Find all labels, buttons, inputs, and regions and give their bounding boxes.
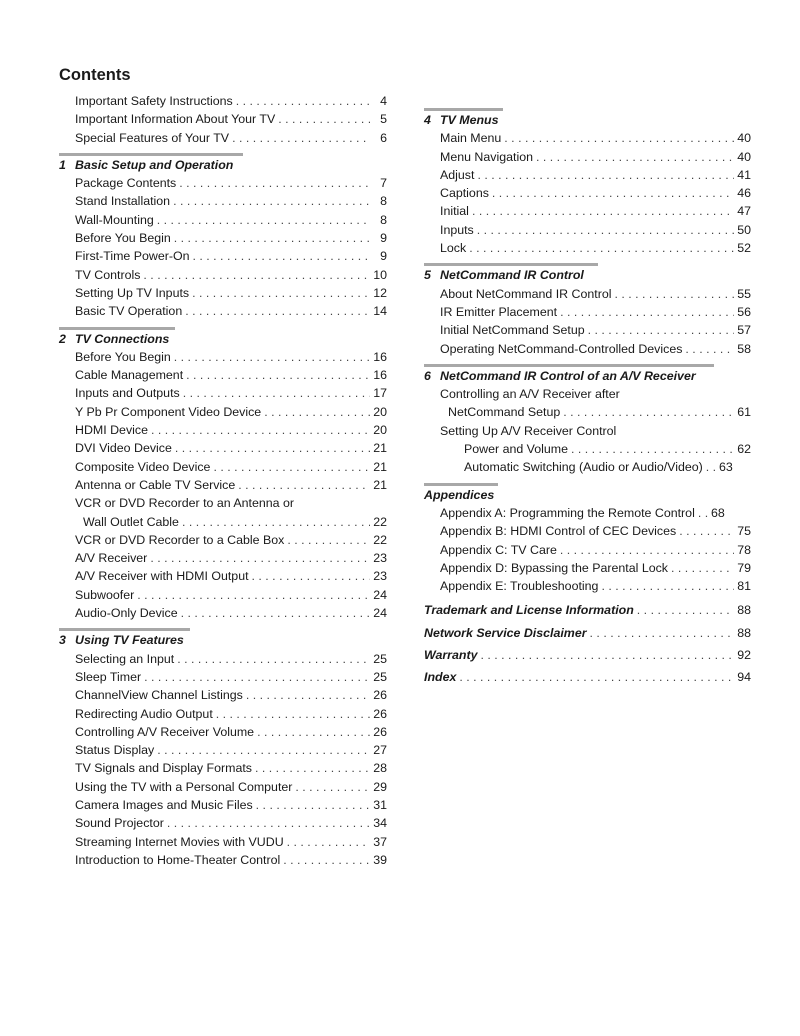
toc-entry-title: Redirecting Audio Output xyxy=(75,706,213,721)
dot-leader xyxy=(295,778,370,796)
dot-leader xyxy=(175,439,370,457)
toc-entry-title: Index xyxy=(424,670,457,685)
toc-entry-title: Setting Up TV Inputs xyxy=(75,285,190,300)
toc-entry[interactable] xyxy=(424,422,751,440)
toc-entry-title: Sound Projector xyxy=(75,816,164,831)
toc-entry-page: 20 xyxy=(373,423,387,438)
toc-entry-page: 46 xyxy=(737,186,751,201)
dot-leader xyxy=(264,403,370,421)
toc-entry[interactable] xyxy=(59,778,387,796)
toc-entry-page: 27 xyxy=(373,743,387,758)
toc-entry[interactable] xyxy=(424,522,751,540)
toc-entry[interactable] xyxy=(424,577,751,595)
toc-entry-title: IR Emitter Placement xyxy=(440,304,558,319)
toc-entry-page: 37 xyxy=(373,834,387,849)
dot-leader xyxy=(150,549,370,567)
toc-entry-title: Special Features of Your TV xyxy=(75,130,230,145)
dot-leader xyxy=(186,366,370,384)
toc-entry[interactable] xyxy=(59,266,387,284)
toc-entry-page: 23 xyxy=(373,569,387,584)
section-heading[interactable] xyxy=(59,330,387,348)
section-title: Using TV Features xyxy=(75,633,184,648)
toc-entry-page: 26 xyxy=(373,688,387,703)
toc-entry-title: Antenna or Cable TV Service xyxy=(75,477,236,492)
toc-entry-page: 5 xyxy=(380,112,387,127)
dot-leader xyxy=(287,833,370,851)
toc-entry-title: Stand Installation xyxy=(75,194,171,209)
toc-entry-title: DVI Video Device xyxy=(75,441,172,456)
dot-leader xyxy=(563,403,734,421)
toc-entry[interactable] xyxy=(59,668,387,686)
toc-entry-title: Captions xyxy=(440,186,489,201)
dot-leader xyxy=(137,586,370,604)
toc-entry[interactable] xyxy=(424,440,751,458)
toc-entry-title: First-Time Power-On xyxy=(75,249,190,264)
toc-entry[interactable] xyxy=(424,148,751,166)
dot-leader xyxy=(157,741,370,759)
section-heading[interactable] xyxy=(59,631,387,649)
dot-leader xyxy=(255,759,370,777)
toc-entry[interactable] xyxy=(424,321,751,339)
toc-entry-title: Network Service Disclaimer xyxy=(424,625,587,640)
toc-entry-page: 7 xyxy=(380,176,387,191)
dot-leader xyxy=(459,666,734,688)
toc-entry-page: 68 xyxy=(711,505,725,520)
dot-leader xyxy=(193,247,370,265)
toc-entry[interactable] xyxy=(424,504,751,522)
toc-entry-page: 26 xyxy=(373,706,387,721)
toc-entry-page: 92 xyxy=(737,648,751,663)
toc-entry-page: 31 xyxy=(373,797,387,812)
dot-leader xyxy=(504,129,734,147)
toc-entry-title: Appendix B: HDMI Control of CEC Devices xyxy=(440,524,677,539)
toc-entry-page: 29 xyxy=(373,779,387,794)
toc-entry-page: 23 xyxy=(373,551,387,566)
toc-entry[interactable] xyxy=(59,174,387,192)
toc-entry-page: 21 xyxy=(373,441,387,456)
toc-entry[interactable] xyxy=(59,92,387,110)
toc-entry-page: 88 xyxy=(737,603,751,618)
dot-leader xyxy=(560,303,734,321)
toc-entry[interactable] xyxy=(59,586,387,604)
toc-toplevel xyxy=(424,599,751,688)
toc-entry-title: Appendix D: Bypassing the Parental Lock xyxy=(440,560,668,575)
toc-entry-title: Operating NetCommand-Controlled Devices xyxy=(440,341,683,356)
toc-entry[interactable] xyxy=(59,302,387,320)
toc-entry-page: 16 xyxy=(373,349,387,364)
toc-entry[interactable] xyxy=(424,403,751,421)
toc-entry-title: Initial NetCommand Setup xyxy=(440,323,585,338)
toc-entry-title: Inputs xyxy=(440,222,474,237)
toc-entry-page: 47 xyxy=(737,204,751,219)
toc-entry[interactable] xyxy=(59,403,387,421)
dot-leader xyxy=(181,604,370,622)
toc-entry[interactable] xyxy=(59,549,387,567)
toc-entry[interactable] xyxy=(59,476,387,494)
toc-entry-page: 6 xyxy=(380,130,387,145)
dot-leader xyxy=(685,340,734,358)
section-number: 1 xyxy=(59,157,66,172)
dot-leader xyxy=(213,458,370,476)
toc-section-1 xyxy=(59,153,387,321)
section-number: 5 xyxy=(424,268,431,283)
toc-entry[interactable] xyxy=(59,851,387,869)
dot-leader xyxy=(256,796,370,814)
dot-leader xyxy=(173,192,370,210)
toc-entry[interactable] xyxy=(424,239,751,257)
toc-entry-page: 40 xyxy=(737,131,751,146)
toc-entry-page: 10 xyxy=(373,267,387,282)
toc-entry-title: Before You Begin xyxy=(75,349,171,364)
toc-entry[interactable] xyxy=(424,644,751,666)
dot-leader xyxy=(236,92,370,110)
toc-entry[interactable] xyxy=(59,814,387,832)
toc-entry[interactable] xyxy=(59,348,387,366)
toc-section-6 xyxy=(424,364,751,477)
dot-leader xyxy=(232,129,370,147)
toc-entry-title: Initial xyxy=(440,204,469,219)
dot-leader xyxy=(177,650,370,668)
toc-entry-page: 41 xyxy=(737,167,751,182)
toc-entry-title: Important Information About Your TV xyxy=(75,112,276,127)
toc-entry-page: 81 xyxy=(737,579,751,594)
dot-leader xyxy=(472,202,734,220)
section-title: TV Connections xyxy=(75,331,170,346)
toc-entry[interactable] xyxy=(424,385,751,403)
toc-entry-title: NetCommand Setup xyxy=(448,405,561,420)
toc-entry-title: Menu Navigation xyxy=(440,149,533,164)
toc-entry-page: 9 xyxy=(380,231,387,246)
toc-entry[interactable] xyxy=(424,184,751,202)
toc-entry[interactable] xyxy=(59,759,387,777)
toc-entry[interactable] xyxy=(59,741,387,759)
section-title: NetCommand IR Control xyxy=(440,268,584,283)
dot-leader xyxy=(179,174,370,192)
toc-entry[interactable] xyxy=(59,604,387,622)
toc-entry-page: 22 xyxy=(373,532,387,547)
toc-entry-page: 21 xyxy=(373,459,387,474)
toc-entry[interactable] xyxy=(59,384,387,402)
toc-entry[interactable] xyxy=(59,458,387,476)
toc-entry[interactable] xyxy=(59,247,387,265)
toc-entry-page: 56 xyxy=(737,304,751,319)
dot-leader xyxy=(469,239,734,257)
page-title: Contents xyxy=(59,66,131,84)
dot-leader xyxy=(536,148,734,166)
toc-entry-title: Appendix A: Programming the Remote Control xyxy=(440,505,695,520)
dot-leader xyxy=(698,504,708,522)
dot-leader xyxy=(590,622,734,644)
toc-entry-page: 40 xyxy=(737,149,751,164)
toc-entry[interactable] xyxy=(59,513,387,531)
toc-entry-title: TV Signals and Display Formats xyxy=(75,761,252,776)
toc-right-column xyxy=(424,108,751,689)
toc-entry-page: 62 xyxy=(737,442,751,457)
dot-leader xyxy=(257,723,370,741)
toc-section-4 xyxy=(424,108,751,257)
toc-entry-title: Package Contents xyxy=(75,176,177,191)
toc-entry-page: 75 xyxy=(737,524,751,539)
toc-entry-title: Power and Volume xyxy=(464,442,569,457)
dot-leader xyxy=(183,384,370,402)
toc-entry[interactable] xyxy=(424,221,751,239)
toc-entry-title: Basic TV Operation xyxy=(75,304,183,319)
toc-entry[interactable] xyxy=(59,129,387,147)
toc-entry[interactable] xyxy=(59,211,387,229)
toc-entry-page: 94 xyxy=(737,670,751,685)
dot-leader xyxy=(560,541,734,559)
dot-leader xyxy=(144,668,370,686)
dot-leader xyxy=(671,559,734,577)
dot-leader xyxy=(679,522,734,540)
toc-entry-title: Appendix E: Troubleshooting xyxy=(440,579,599,594)
dot-leader xyxy=(588,321,734,339)
dot-leader xyxy=(174,348,370,366)
toc-entry-title: Trademark and License Information xyxy=(424,603,634,618)
toc-entry[interactable] xyxy=(424,622,751,644)
dot-leader xyxy=(182,513,370,531)
toc-entry[interactable] xyxy=(59,439,387,457)
toc-entry[interactable] xyxy=(424,166,751,184)
toc-entry-title: Sleep Timer xyxy=(75,669,142,684)
toc-entry[interactable] xyxy=(424,541,751,559)
toc-entry-page: 55 xyxy=(737,286,751,301)
toc-entry-page: 79 xyxy=(737,560,751,575)
dot-leader xyxy=(151,421,370,439)
toc-entry-title: A/V Receiver with HDMI Output xyxy=(75,569,249,584)
toc-entry[interactable] xyxy=(59,284,387,302)
toc-entry-page: 12 xyxy=(373,285,387,300)
toc-entry-page: 8 xyxy=(380,212,387,227)
section-heading[interactable] xyxy=(59,156,387,174)
toc-entry-page: 28 xyxy=(373,761,387,776)
toc-section-5 xyxy=(424,263,751,357)
dot-leader xyxy=(143,266,370,284)
toc-entry-title: Inputs and Outputs xyxy=(75,386,180,401)
toc-entry[interactable] xyxy=(424,599,751,621)
toc-entry-title: A/V Receiver xyxy=(75,551,148,566)
toc-entry-title: Automatic Switching (Audio or Audio/Video) xyxy=(464,460,703,475)
section-title: Appendices xyxy=(424,487,495,502)
dot-leader xyxy=(571,440,734,458)
toc-entry-title: Audio-Only Device xyxy=(75,606,178,621)
toc-entry-title: Wall Outlet Cable xyxy=(83,514,179,529)
toc-entry[interactable] xyxy=(424,666,751,688)
toc-entry[interactable] xyxy=(59,650,387,668)
toc-entry-page: 61 xyxy=(737,405,751,420)
dot-leader xyxy=(637,599,734,621)
section-number: 3 xyxy=(59,633,66,648)
dot-leader xyxy=(157,211,370,229)
toc-entry-title: Selecting an Input xyxy=(75,651,175,666)
toc-entry-page: 34 xyxy=(373,816,387,831)
toc-entry-page: 4 xyxy=(380,94,387,108)
toc-entry-page: 24 xyxy=(373,587,387,602)
toc-entry[interactable] xyxy=(424,458,751,476)
toc-entry-title: Main Menu xyxy=(440,131,502,146)
toc-appendices xyxy=(424,483,751,596)
dot-leader xyxy=(601,577,734,595)
toc-entry-page: 88 xyxy=(737,625,751,640)
toc-entry-title: About NetCommand IR Control xyxy=(440,286,612,301)
toc-entry-page: 26 xyxy=(373,724,387,739)
toc-entry-title: Controlling A/V Receiver Volume xyxy=(75,724,255,739)
toc-entry[interactable] xyxy=(59,421,387,439)
toc-entry-title: ChannelView Channel Listings xyxy=(75,688,243,703)
toc-entry-page: 50 xyxy=(737,222,751,237)
section-title: NetCommand IR Control of an A/V Receiver xyxy=(440,368,696,383)
toc-entry-title: Using the TV with a Personal Computer xyxy=(75,779,293,794)
dot-leader xyxy=(246,686,370,704)
toc-entry-title: Setting Up A/V Receiver Control xyxy=(440,423,617,438)
toc-entry[interactable] xyxy=(59,686,387,704)
toc-entry[interactable] xyxy=(59,705,387,723)
toc-entry-page: 57 xyxy=(737,323,751,338)
section-heading[interactable] xyxy=(424,486,751,504)
toc-entry-page: 58 xyxy=(737,341,751,356)
toc-entry-title: Appendix C: TV Care xyxy=(440,542,557,557)
dot-leader xyxy=(480,644,734,666)
dot-leader xyxy=(192,284,370,302)
toc-entry-page: 39 xyxy=(373,852,387,867)
toc-entry-title: Subwoofer xyxy=(75,587,135,602)
toc-entry[interactable] xyxy=(59,110,387,128)
toc-entry-title: Before You Begin xyxy=(75,231,171,246)
toc-entry-page: 52 xyxy=(737,241,751,256)
toc-entry-title: Y Pb Pr Component Video Device xyxy=(75,404,262,419)
toc-entry[interactable] xyxy=(424,303,751,321)
toc-entry[interactable] xyxy=(424,340,751,358)
toc-entry-title: Cable Management xyxy=(75,368,184,383)
toc-entry-title: Wall-Mounting xyxy=(75,212,154,227)
toc-entry[interactable] xyxy=(59,723,387,741)
toc-entry[interactable] xyxy=(59,531,387,549)
toc-section-3 xyxy=(59,628,387,869)
toc-entry[interactable] xyxy=(59,567,387,585)
toc-entry-page: 63 xyxy=(718,460,733,475)
toc-entry-title: VCR or DVD Recorder to a Cable Box xyxy=(75,532,285,547)
toc-entry[interactable] xyxy=(59,229,387,247)
dot-leader xyxy=(185,302,370,320)
toc-entry-title: Important Safety Instructions xyxy=(75,94,233,108)
toc-entry-page: 20 xyxy=(373,404,387,419)
section-title: TV Menus xyxy=(440,113,499,127)
toc-entry-page: 24 xyxy=(373,606,387,621)
dot-leader xyxy=(477,221,734,239)
toc-entry-title: Status Display xyxy=(75,743,155,758)
section-heading[interactable] xyxy=(424,367,751,385)
toc-entry[interactable] xyxy=(424,559,751,577)
dot-leader xyxy=(278,110,370,128)
toc-entry-title: Lock xyxy=(440,241,467,256)
toc-entry-title: TV Controls xyxy=(75,267,141,282)
dot-leader xyxy=(287,531,370,549)
toc-entry[interactable] xyxy=(59,366,387,384)
dot-leader xyxy=(238,476,370,494)
dot-leader xyxy=(174,229,370,247)
section-heading[interactable] xyxy=(424,266,751,284)
toc-entry-page: 17 xyxy=(373,386,387,401)
dot-leader xyxy=(706,458,716,476)
toc-entry-page: 78 xyxy=(737,542,751,557)
toc-entry-title: Composite Video Device xyxy=(75,459,211,474)
dot-leader xyxy=(216,705,370,723)
toc-entry-title: Introduction to Home-Theater Control xyxy=(75,852,281,867)
toc-entry-title: VCR or DVD Recorder to an Antenna or xyxy=(75,496,295,511)
toc-entry-page: 14 xyxy=(373,304,387,319)
toc-left-column xyxy=(59,92,387,869)
toc-entry[interactable] xyxy=(59,796,387,814)
toc-entry[interactable] xyxy=(424,285,751,303)
toc-section-2 xyxy=(59,327,387,623)
section-title: Basic Setup and Operation xyxy=(75,157,234,172)
section-number: 2 xyxy=(59,331,66,346)
dot-leader xyxy=(252,567,370,585)
dot-leader xyxy=(167,814,370,832)
toc-entry[interactable] xyxy=(424,202,751,220)
toc-entry-title: HDMI Device xyxy=(75,423,148,438)
dot-leader xyxy=(477,166,734,184)
dot-leader xyxy=(492,184,734,202)
toc-entry-page: 25 xyxy=(373,651,387,666)
toc-entry-title: Camera Images and Music Files xyxy=(75,797,253,812)
section-number: 4 xyxy=(424,113,431,127)
dot-leader xyxy=(283,851,370,869)
toc-entry[interactable] xyxy=(59,192,387,210)
toc-entry[interactable] xyxy=(59,494,387,512)
toc-entry-page: 9 xyxy=(380,249,387,264)
dot-leader xyxy=(614,285,734,303)
toc-entry-page: 22 xyxy=(373,514,387,529)
toc-entry-title: Streaming Internet Movies with VUDU xyxy=(75,834,284,849)
toc-entry-page: 21 xyxy=(373,477,387,492)
toc-entry-page: 16 xyxy=(373,368,387,383)
toc-entry-title: Warranty xyxy=(424,648,478,663)
section-heading[interactable] xyxy=(424,111,751,129)
toc-entry[interactable] xyxy=(59,833,387,851)
toc-entry[interactable] xyxy=(424,129,751,147)
toc-entry-page: 25 xyxy=(373,669,387,684)
toc-entry-title: Controlling an A/V Receiver after xyxy=(440,387,620,402)
section-number: 6 xyxy=(424,368,431,383)
toc-entry-page: 8 xyxy=(380,194,387,209)
toc-entry-title: Adjust xyxy=(440,167,475,182)
